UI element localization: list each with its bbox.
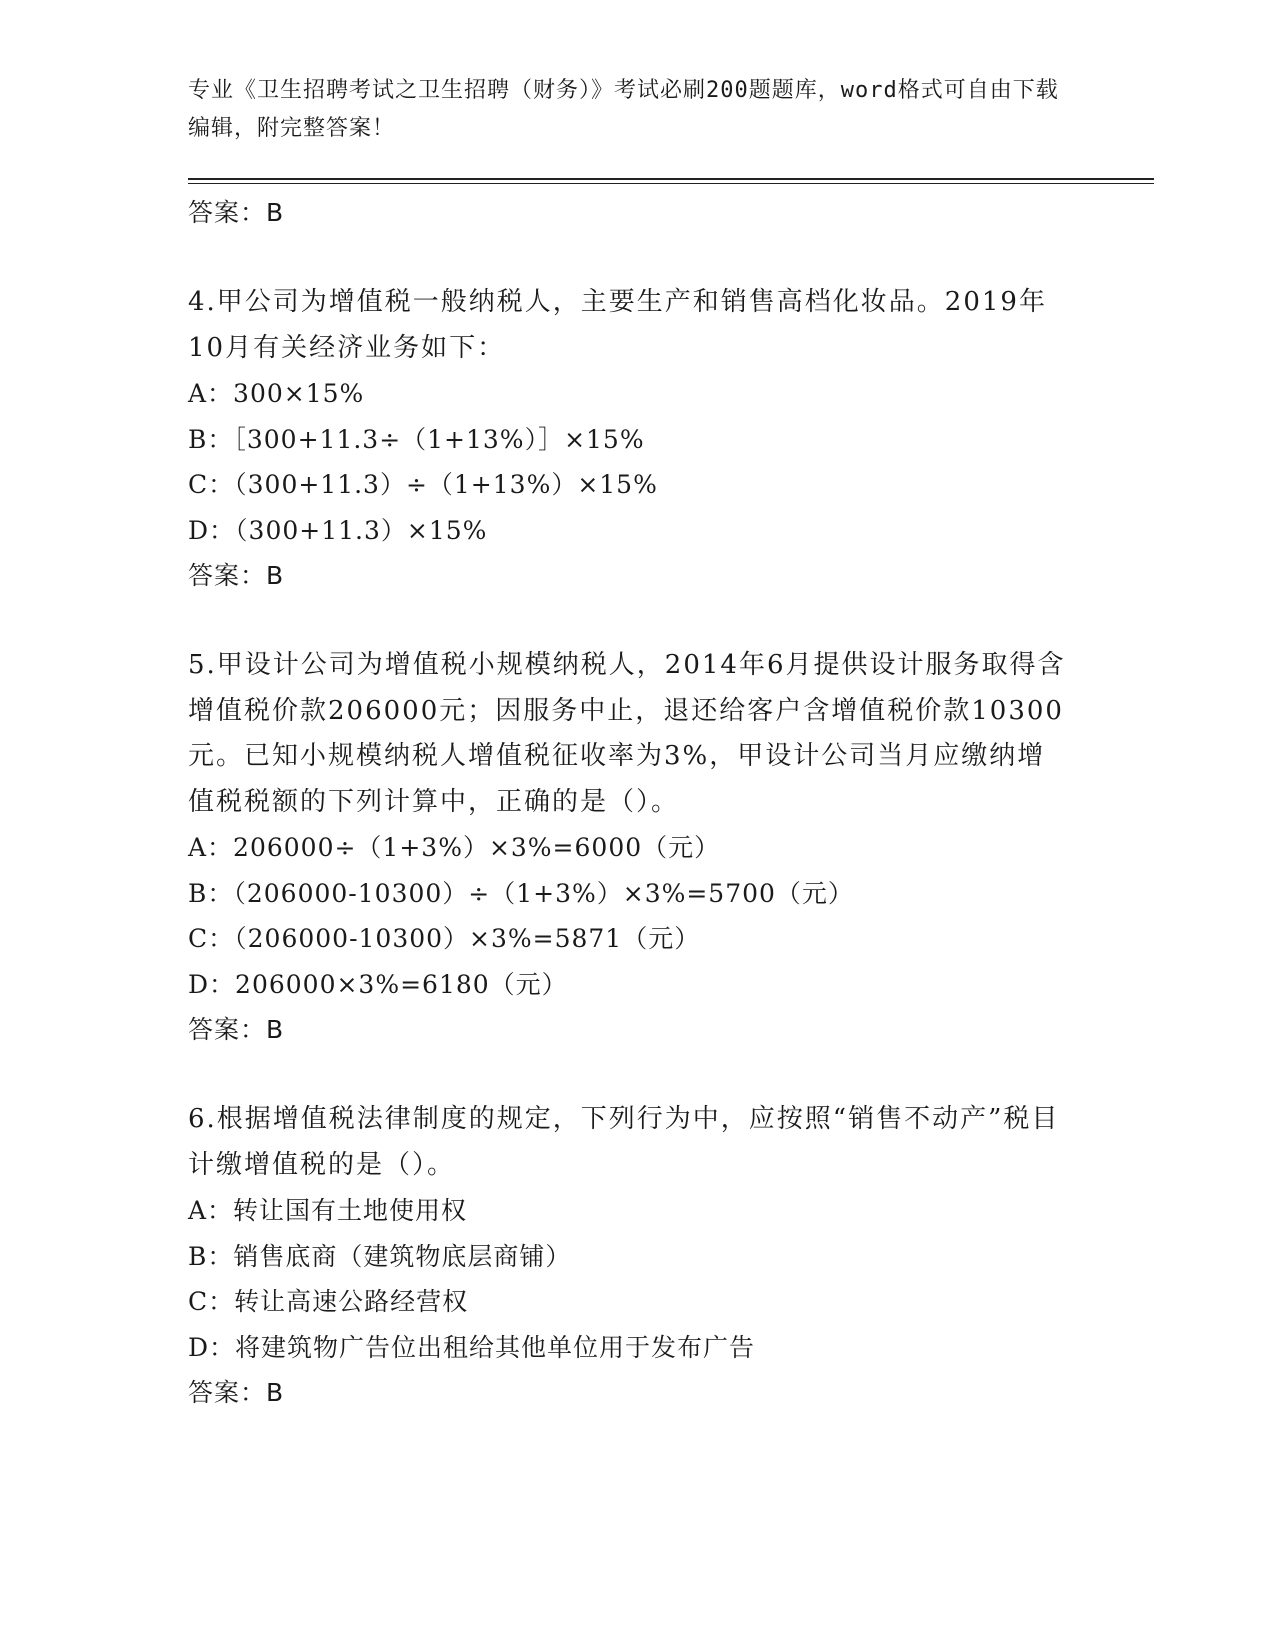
question-stem: 6.根据增值税法律制度的规定，下列行为中，应按照“销售不动产”税目计缴增值税的是（）。 [188,1104,1060,1180]
answer-line: 答案：B [188,198,285,227]
option-b: B：（206000-10300）÷（1+3%）×3%=5700（元） [188,878,854,908]
answer-line: 答案：B [188,1378,285,1407]
answer-line: 答案：B [188,561,285,590]
answer-line: 答案：B [188,1015,285,1044]
option-a: A：转让国有土地使用权 [188,1196,468,1225]
question-item [188,643,1088,1053]
question-item [188,1097,1088,1416]
option-b: B：销售底商（建筑物底层商铺） [188,1241,572,1271]
header-divider-thin [188,183,1154,184]
page-header: 专业《卫生招聘考试之卫生招聘（财务）》考试必刷200题题库，word格式可自由下载编辑，附完整答案！ [188,78,1059,141]
header-divider [188,178,1154,180]
option-d: D：（300+11.3）×15% [188,515,488,545]
option-c: C：（300+11.3）÷（1+13%）×15% [188,470,658,499]
option-b: B：［300+11.3÷（1+13%）］×15% [188,424,645,454]
option-a: A：300×15% [188,379,365,408]
question-list [188,190,1088,1416]
question-stem: 4.甲公司为增值税一般纳税人，主要生产和销售高档化妆品。2019年10月有关经济业务如下： [188,287,1047,363]
option-c: C：（206000-10300）×3%=5871（元） [188,924,701,953]
option-d: D：将建筑物广告位出租给其他单位用于发布广告 [188,1332,756,1362]
question-stem: 5.甲设计公司为增值税小规模纳税人，2014年6月提供设计服务取得含增值税价款206000元；因服务中止，退还给客户含增值税价款10300元。已知小规模纳税人增值税征收率为3%，甲设计公司当月应缴纳增值税税额的下列计算中，正确的是（）。 [188,650,1066,817]
question-item [188,280,1088,599]
option-c: C：转让高速公路经营权 [188,1287,469,1316]
option-a: A：206000÷（1+3%）×3%=6000（元） [188,833,721,862]
option-d: D：206000×3%=6180（元） [188,969,568,999]
